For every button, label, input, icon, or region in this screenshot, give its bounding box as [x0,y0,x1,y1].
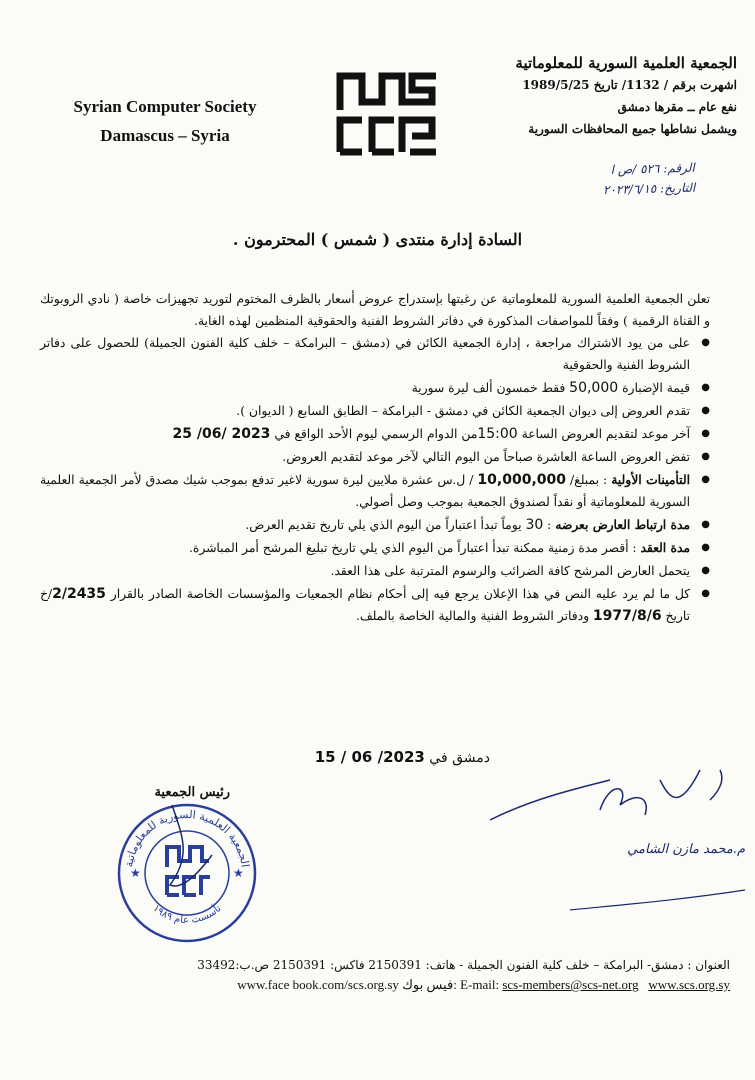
arabic-header [437,52,737,140]
list-item [40,423,690,445]
english-org-name [45,92,285,150]
facebook-link[interactable]: www.face book.com/scs.org.sy [237,977,399,992]
place-prefix: دمشق في [424,750,490,766]
conditions-list [40,332,710,627]
list-item [40,583,690,627]
handwritten-reference [515,158,696,203]
president-title: رئيس الجمعية [154,785,230,800]
english-org-line1: Syrian Computer Society [73,97,257,116]
signature-scribble [470,760,730,840]
list-item [40,332,690,376]
stamp-text: الجمعية العلمية السورية للمعلوماتية [122,807,252,869]
item-text: يتحمل العارض المرشح كافة الضرائب والرسوم المترتبة على هذا العقد. [330,564,690,578]
scope-line: ويشمل نشاطها جميع المحافظات السورية [528,122,737,136]
issue-date: 15 / 06 /2023 [314,748,425,766]
star-icon: ★ [233,866,244,880]
list-item [40,377,690,399]
item-text: يوماً تبدأ اعتباراً من اليوم الذي يلي تاريخ تقديم العرض. [245,518,526,532]
binding-days: 30 [525,517,544,533]
list-item [40,400,690,422]
binding-label: مدة ارتباط العارض بعرضه [555,517,690,532]
facebook-label: فيس بوك: [402,977,457,992]
list-item [40,469,690,513]
item-text: قيمة الإضبارة [618,381,690,395]
salutation: السادة إدارة منتدى ( شمس ) المحترمون . [232,230,523,249]
english-org-line2: Damascus – Syria [100,126,230,145]
item-text: كل ما لم يرد عليه النص في هذا الإعلان يرجع فيه إلى أحكام نظام الجمعيات والمؤسسات الخاصة الصادر بالقرار [105,587,690,601]
item-text: آخر موعد لتقديم العروض الساعة [517,427,690,441]
arabic-org-name: الجمعية العلمية السورية للمعلوماتية [515,54,737,72]
item-text: : [543,518,556,532]
footer [30,955,730,995]
item-text: تفض العروض الساعة العاشرة صباحاً من اليوم التالي لآخر موعد لتقديم العروض. [282,450,690,464]
registration-line: اشهرت برقم / 1132/ تاريخ 1989/5/25 [522,78,737,92]
insurance-amount: 10,000,000 [477,472,566,488]
intro-paragraph: تعلن الجمعية العلمية السورية للمعلوماتية عن رغبتها بإستدراج عروض أسعار بالظرف المختوم لتوريد تجهيزات خاصة ( نادي الروبوتك و القناة الرقمية ) وفقاً للمواصفات المذكورة في دفاتر الشروط الفنية والحقوقية المنظمين لهذه الغاية. [40,292,710,328]
stamp-founded: تأسست عام ١٩٨٩ [150,903,224,926]
email-link[interactable]: scs-members@scs-net.org [502,977,639,992]
reference-number: الرقم: ٥٢٦ /ص ا [610,160,695,177]
list-item [40,537,690,559]
star-icon: ★ [130,866,141,880]
announcement-body [40,288,710,628]
footer-contacts [30,975,730,995]
file-price: 50,000 [569,380,619,396]
place-date [240,748,490,766]
item-text: تقدم العروض إلى ديوان الجمعية الكائن في دمشق - البرامكة – الطابق السابع ( الديوان ). [236,404,690,418]
scs-logo [332,66,442,162]
list-item [40,514,690,536]
decision-number: 2/2435 [52,586,106,602]
deadline-time: 15:00 [477,426,518,442]
reference-date: التاريخ: ٢٠٢٣/٦/١٥ [602,180,696,198]
contract-label: مدة العقد [640,540,690,555]
footer-address: العنوان : دمشق- البرامكة – خلف كلية الفنون الجميلة - هاتف: 2150391 فاكس: 2150391 ص.ب:33492 [197,958,730,972]
item-text: : أقصر مدة زمنية ممكنة تبدأ اعتباراً من اليوم الذي يلي تاريخ تبليغ المرشح أمر المباشرة. [188,541,641,555]
item-text: ودفاتر الشروط الفنية والمالية الخاصة بالملف. [355,609,593,623]
list-item [40,446,690,468]
public-benefit-line: نفع عام ــ مقرها دمشق [617,100,737,114]
decision-date: 1977/8/6 [592,608,662,624]
society-stamp [112,795,262,945]
item-text: / ل.س عشرة ملايين ليرة سورية لاغير تدفع بموجب شيك مصدق لأمر الجمعية العلمية السورية للمعلوماتية أو نقداً لصندوق الجمعية بموجب وصل أصولي. [40,473,690,509]
item-text: على من يود الاشتراك مراجعة ، إدارة الجمعية الكائن في (دمشق – البرامكة – خلف كلية الفنون الجميلة) للحصول على دفاتر الشروط الفنية والحقوقية [40,336,690,372]
insurance-label: التأمينات الأولية [611,472,690,487]
email-label: E-mail: [460,977,500,992]
item-text: /خ تاريخ [40,587,690,623]
website-link[interactable]: www.scs.org.sy [648,977,730,992]
list-item [40,560,690,582]
deadline-date: 25 /06/ 2023 [172,426,271,442]
item-text: : بمبلغ/ [566,473,612,487]
signatory-name: م.محمد مازن الشامي [627,842,745,857]
item-text: فقط خمسون ألف ليرة سورية [411,381,570,395]
item-text: من الدوام الرسمي ليوم الأحد الواقع في [270,427,478,441]
signature-underline [560,860,750,920]
